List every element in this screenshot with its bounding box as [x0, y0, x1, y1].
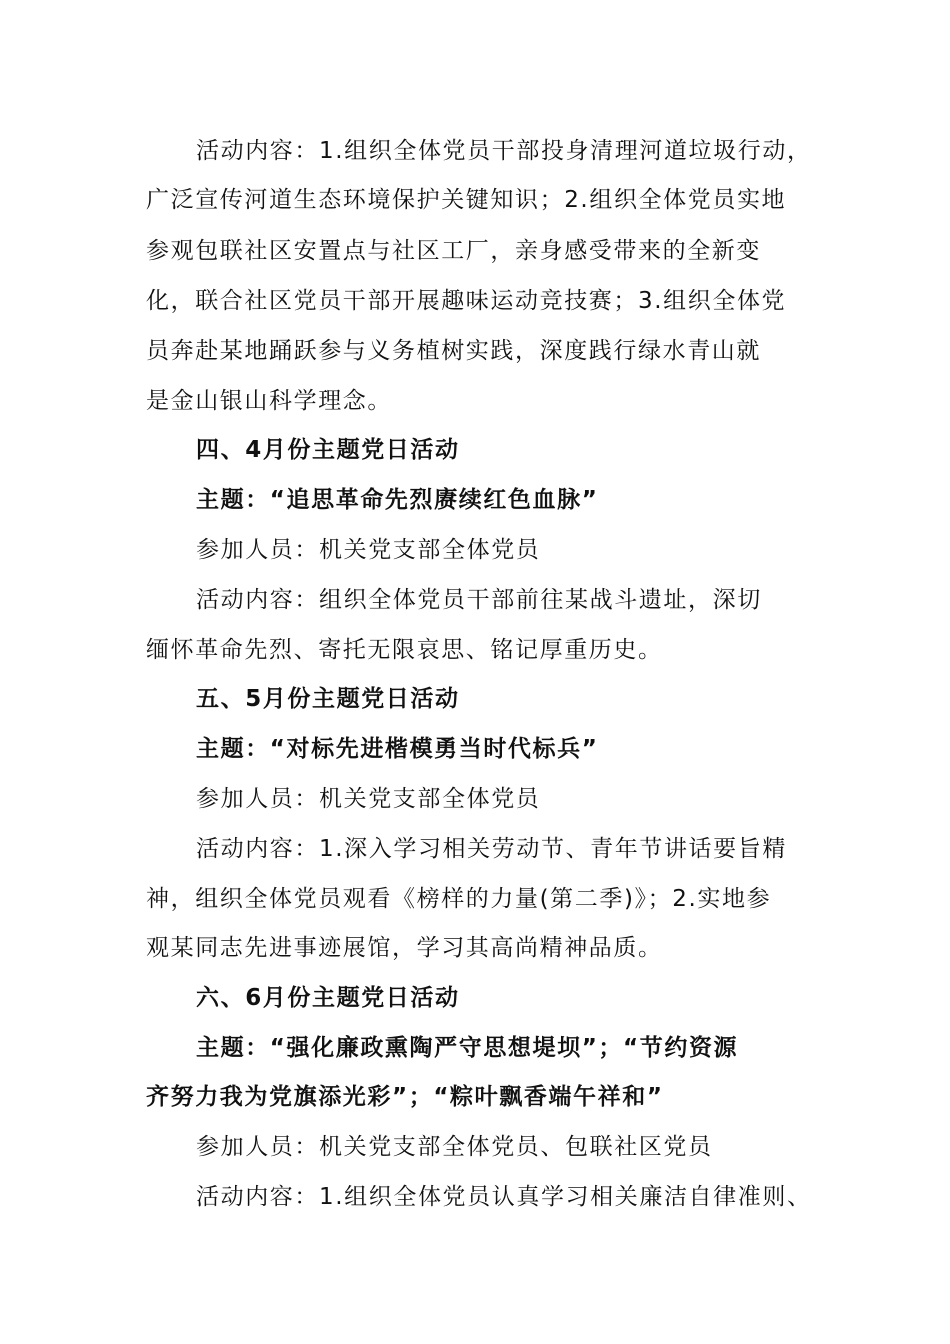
participants-line: 参加人员：机关党支部全体党员 [196, 537, 541, 563]
theme-line: 主题：“对标先进楷模勇当时代标兵” [196, 736, 599, 762]
paragraph-line: 神，组织全体党员观看《榜样的力量(第二季)》；2.实地参 [146, 886, 772, 912]
paragraph-line: 参观包联社区安置点与社区工厂，亲身感受带来的全新变 [146, 238, 761, 264]
section-heading: 五、5月份主题党日活动 [196, 686, 460, 712]
participants-line: 参加人员：机关党支部全体党员、包联社区党员 [196, 1134, 713, 1160]
theme-line: 齐努力我为党旗添光彩”；“粽叶飘香端午祥和” [146, 1084, 664, 1110]
paragraph-line: 缅怀革命先烈、寄托无限哀思、铭记厚重历史。 [146, 637, 663, 663]
paragraph-line: 员奔赴某地踊跃参与义务植树实践，深度践行绿水青山就 [146, 338, 761, 364]
section-heading: 六、6月份主题党日活动 [196, 985, 460, 1011]
theme-line: 主题：“强化廉政熏陶严守思想堤坝”；“节约资源 [196, 1035, 739, 1061]
theme-line: 主题：“追思革命先烈赓续红色血脉” [196, 487, 599, 513]
paragraph-line: 活动内容：组织全体党员干部前往某战斗遗址，深切 [196, 587, 762, 613]
paragraph-line: 广泛宣传河道生态环境保护关键知识；2.组织全体党员实地 [146, 187, 787, 213]
paragraph-line: 活动内容：1.深入学习相关劳动节、青年节讲话要旨精 [196, 836, 787, 862]
paragraph-line: 活动内容：1.组织全体党员认真学习相关廉洁自律准则、 [196, 1184, 812, 1210]
paragraph-line: 是金山银山科学理念。 [146, 388, 392, 414]
participants-line: 参加人员：机关党支部全体党员 [196, 786, 541, 812]
paragraph-line: 活动内容：1.组织全体党员干部投身清理河道垃圾行动， [196, 138, 812, 164]
paragraph-line: 化，联合社区党员干部开展趣味运动竞技赛；3.组织全体党 [146, 288, 787, 314]
section-heading: 四、4月份主题党日活动 [196, 437, 460, 463]
paragraph-line: 观某同志先进事迹展馆，学习其高尚精神品质。 [146, 935, 663, 961]
